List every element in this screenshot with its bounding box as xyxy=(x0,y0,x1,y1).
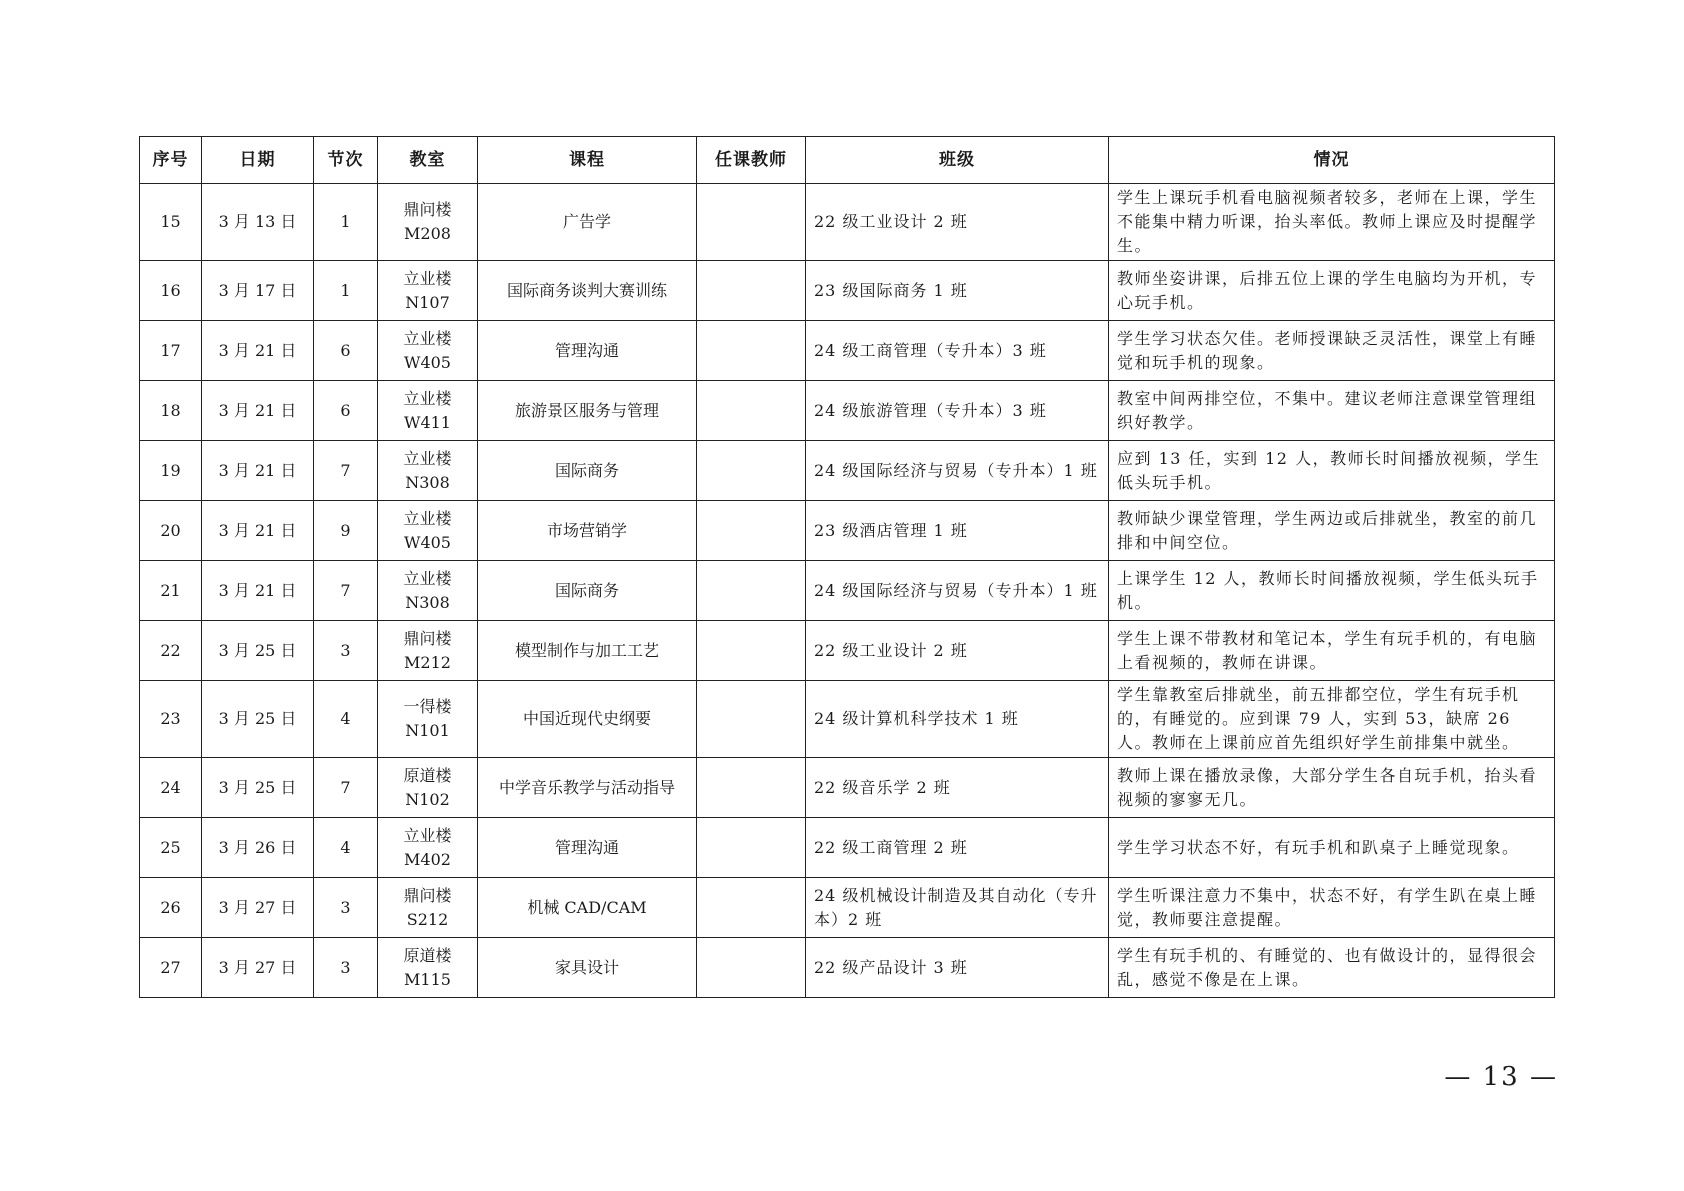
header-date: 日期 xyxy=(202,137,314,184)
cell-no: 21 xyxy=(140,561,202,621)
header-teacher: 任课教师 xyxy=(697,137,806,184)
cell-date: 3 月 27 日 xyxy=(202,878,314,938)
table-row xyxy=(140,818,1555,878)
cell-room xyxy=(378,321,478,381)
cell-room xyxy=(378,441,478,501)
cell-situation: 学生上课玩手机看电脑视频者较多，老师在上课，学生不能集中精力听课，抬头率低。教师上课应及时提醒学生。 xyxy=(1109,184,1555,261)
cell-room xyxy=(378,621,478,681)
room-building: 一得楼 xyxy=(403,697,452,716)
room-number: N107 xyxy=(405,292,450,312)
table-row xyxy=(140,501,1555,561)
cell-no: 24 xyxy=(140,758,202,818)
cell-room xyxy=(378,381,478,441)
cell-course: 市场营销学 xyxy=(478,501,697,561)
room-building: 立业楼 xyxy=(403,568,452,588)
cell-date: 3 月 21 日 xyxy=(202,561,314,621)
cell-class: 24 级旅游管理（专升本）3 班 xyxy=(806,381,1109,441)
cell-class: 24 级工商管理（专升本）3 班 xyxy=(806,321,1109,381)
cell-period: 3 xyxy=(314,878,378,938)
room-number: N102 xyxy=(405,789,450,809)
cell-class: 23 级酒店管理 1 班 xyxy=(806,501,1109,561)
cell-period: 4 xyxy=(314,681,378,758)
cell-teacher xyxy=(697,381,806,441)
cell-class: 22 级工商管理 2 班 xyxy=(806,818,1109,878)
cell-no: 19 xyxy=(140,441,202,501)
cell-date: 3 月 21 日 xyxy=(202,501,314,561)
cell-class: 23 级国际商务 1 班 xyxy=(806,261,1109,321)
page-number: — 13 — xyxy=(1444,1062,1558,1092)
room-number: W405 xyxy=(404,352,451,372)
cell-class: 24 级机械设计制造及其自动化（专升本）2 班 xyxy=(806,878,1109,938)
room-number: W405 xyxy=(404,532,451,552)
cell-period: 1 xyxy=(314,261,378,321)
header-class: 班级 xyxy=(806,137,1109,184)
table-row xyxy=(140,261,1555,321)
header-course: 课程 xyxy=(478,137,697,184)
cell-room xyxy=(378,501,478,561)
room-building: 立业楼 xyxy=(403,268,452,288)
cell-date: 3 月 21 日 xyxy=(202,441,314,501)
room-number: N101 xyxy=(405,721,450,740)
cell-no: 25 xyxy=(140,818,202,878)
cell-course: 管理沟通 xyxy=(478,818,697,878)
cell-period: 1 xyxy=(314,184,378,261)
cell-no: 15 xyxy=(140,184,202,261)
cell-room xyxy=(378,681,478,758)
cell-teacher xyxy=(697,261,806,321)
room-building: 立业楼 xyxy=(403,388,452,408)
cell-room xyxy=(378,758,478,818)
cell-no: 23 xyxy=(140,681,202,758)
cell-situation: 学生听课注意力不集中，状态不好，有学生趴在桌上睡觉，教师要注意提醒。 xyxy=(1109,878,1555,938)
cell-period: 6 xyxy=(314,321,378,381)
cell-teacher xyxy=(697,681,806,758)
cell-course: 国际商务 xyxy=(478,561,697,621)
cell-period: 7 xyxy=(314,441,378,501)
table-row xyxy=(140,681,1555,758)
room-building: 立业楼 xyxy=(403,508,452,528)
cell-period: 7 xyxy=(314,758,378,818)
cell-situation: 学生学习状态不好，有玩手机和趴桌子上睡觉现象。 xyxy=(1109,818,1555,878)
room-number: M212 xyxy=(404,652,451,672)
cell-class: 24 级计算机科学技术 1 班 xyxy=(806,681,1109,758)
cell-date: 3 月 25 日 xyxy=(202,758,314,818)
table-row xyxy=(140,184,1555,261)
room-building: 立业楼 xyxy=(403,448,452,468)
table-row xyxy=(140,381,1555,441)
cell-period: 4 xyxy=(314,818,378,878)
cell-teacher xyxy=(697,621,806,681)
cell-room xyxy=(378,878,478,938)
table-body xyxy=(140,184,1555,998)
room-building: 鼎问楼 xyxy=(403,628,452,648)
cell-no: 20 xyxy=(140,501,202,561)
table-row xyxy=(140,561,1555,621)
cell-teacher xyxy=(697,758,806,818)
cell-no: 22 xyxy=(140,621,202,681)
room-building: 立业楼 xyxy=(403,328,452,348)
table-row xyxy=(140,621,1555,681)
room-building: 原道楼 xyxy=(403,765,452,785)
cell-room xyxy=(378,184,478,261)
cell-situation: 学生有玩手机的、有睡觉的、也有做设计的，显得很会乱，感觉不像是在上课。 xyxy=(1109,938,1555,998)
cell-date: 3 月 26 日 xyxy=(202,818,314,878)
cell-class: 24 级国际经济与贸易（专升本）1 班 xyxy=(806,561,1109,621)
cell-situation: 教师缺少课堂管理，学生两边或后排就坐，教室的前几排和中间空位。 xyxy=(1109,501,1555,561)
header-period: 节次 xyxy=(314,137,378,184)
cell-class: 22 级工业设计 2 班 xyxy=(806,621,1109,681)
cell-class: 24 级国际经济与贸易（专升本）1 班 xyxy=(806,441,1109,501)
cell-date: 3 月 17 日 xyxy=(202,261,314,321)
cell-course: 中国近现代史纲要 xyxy=(478,681,697,758)
cell-period: 7 xyxy=(314,561,378,621)
cell-room xyxy=(378,261,478,321)
table-row xyxy=(140,938,1555,998)
cell-period: 3 xyxy=(314,938,378,998)
cell-situation: 教室中间两排空位，不集中。建议老师注意课堂管理组织好教学。 xyxy=(1109,381,1555,441)
cell-class: 22 级工业设计 2 班 xyxy=(806,184,1109,261)
cell-teacher xyxy=(697,818,806,878)
cell-course: 旅游景区服务与管理 xyxy=(478,381,697,441)
table-row xyxy=(140,758,1555,818)
table-header-row xyxy=(140,137,1555,184)
room-number: M208 xyxy=(404,224,451,243)
inspection-table xyxy=(139,136,1555,998)
cell-teacher xyxy=(697,878,806,938)
cell-class: 22 级产品设计 3 班 xyxy=(806,938,1109,998)
cell-period: 3 xyxy=(314,621,378,681)
cell-date: 3 月 13 日 xyxy=(202,184,314,261)
cell-situation: 应到 13 任，实到 12 人，教师长时间播放视频，学生低头玩手机。 xyxy=(1109,441,1555,501)
cell-no: 27 xyxy=(140,938,202,998)
cell-course: 模型制作与加工工艺 xyxy=(478,621,697,681)
cell-course: 家具设计 xyxy=(478,938,697,998)
header-room: 教室 xyxy=(378,137,478,184)
cell-course: 管理沟通 xyxy=(478,321,697,381)
cell-teacher xyxy=(697,184,806,261)
cell-situation: 上课学生 12 人，教师长时间播放视频，学生低头玩手机。 xyxy=(1109,561,1555,621)
room-building: 立业楼 xyxy=(403,825,452,845)
cell-class: 22 级音乐学 2 班 xyxy=(806,758,1109,818)
cell-room xyxy=(378,818,478,878)
cell-situation: 教师上课在播放录像，大部分学生各自玩手机，抬头看视频的寥寥无几。 xyxy=(1109,758,1555,818)
cell-teacher xyxy=(697,501,806,561)
cell-situation: 学生上课不带教材和笔记本，学生有玩手机的，有电脑上看视频的，教师在讲课。 xyxy=(1109,621,1555,681)
cell-no: 16 xyxy=(140,261,202,321)
cell-no: 17 xyxy=(140,321,202,381)
cell-no: 26 xyxy=(140,878,202,938)
room-building: 鼎问楼 xyxy=(403,200,452,219)
room-number: W411 xyxy=(404,412,451,432)
cell-date: 3 月 25 日 xyxy=(202,681,314,758)
cell-course: 机械 CAD/CAM xyxy=(478,878,697,938)
cell-teacher xyxy=(697,321,806,381)
header-situation: 情况 xyxy=(1109,137,1555,184)
cell-situation: 学生学习状态欠佳。老师授课缺乏灵活性，课堂上有睡觉和玩手机的现象。 xyxy=(1109,321,1555,381)
cell-room xyxy=(378,561,478,621)
header-no: 序号 xyxy=(140,137,202,184)
cell-room xyxy=(378,938,478,998)
cell-course: 广告学 xyxy=(478,184,697,261)
room-number: M115 xyxy=(404,969,451,989)
cell-period: 9 xyxy=(314,501,378,561)
cell-situation: 教师坐姿讲课，后排五位上课的学生电脑均为开机，专心玩手机。 xyxy=(1109,261,1555,321)
cell-teacher xyxy=(697,561,806,621)
cell-course: 国际商务 xyxy=(478,441,697,501)
cell-date: 3 月 21 日 xyxy=(202,321,314,381)
cell-date: 3 月 27 日 xyxy=(202,938,314,998)
cell-teacher xyxy=(697,938,806,998)
room-number: N308 xyxy=(405,472,450,492)
room-building: 原道楼 xyxy=(403,945,452,965)
room-number: M402 xyxy=(404,849,451,869)
cell-course: 中学音乐教学与活动指导 xyxy=(478,758,697,818)
cell-date: 3 月 21 日 xyxy=(202,381,314,441)
room-number: N308 xyxy=(405,592,450,612)
cell-no: 18 xyxy=(140,381,202,441)
table-row xyxy=(140,878,1555,938)
cell-date: 3 月 25 日 xyxy=(202,621,314,681)
cell-course: 国际商务谈判大赛训练 xyxy=(478,261,697,321)
table-row xyxy=(140,441,1555,501)
cell-period: 6 xyxy=(314,381,378,441)
table-row xyxy=(140,321,1555,381)
cell-situation: 学生靠教室后排就坐，前五排都空位，学生有玩手机的，有睡觉的。应到课 79 人，实到 53，缺席 26 人。教师在上课前应首先组织好学生前排集中就坐。 xyxy=(1109,681,1555,758)
room-number: S212 xyxy=(406,909,449,929)
room-building: 鼎问楼 xyxy=(403,885,452,905)
cell-teacher xyxy=(697,441,806,501)
